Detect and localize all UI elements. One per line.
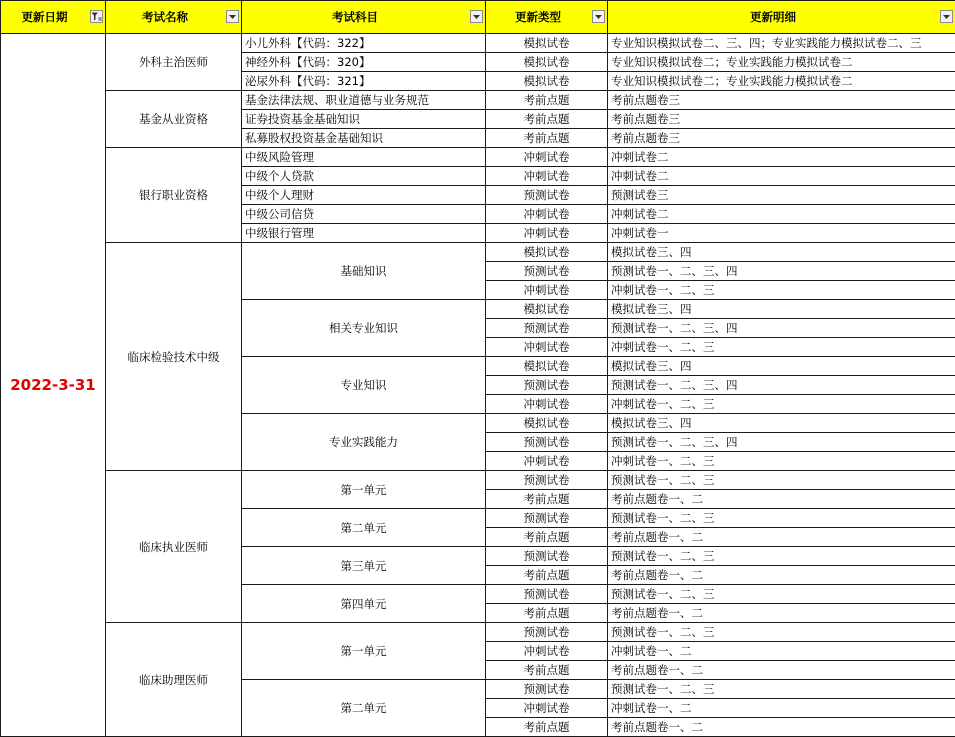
update-detail-cell[interactable]: 考前点题卷三 [608, 110, 955, 129]
update-detail-cell[interactable]: 考前点题卷一、二 [608, 490, 955, 509]
update-type-cell[interactable]: 考前点题 [486, 566, 608, 585]
update-type-cell[interactable]: 预测试卷 [486, 547, 608, 566]
exam-name-cell[interactable]: 临床助理医师 [106, 623, 242, 737]
update-detail-cell[interactable]: 专业知识模拟试卷二；专业实践能力模拟试卷二 [608, 53, 955, 72]
exam-subject-cell[interactable]: 证券投资基金基础知识 [242, 110, 486, 129]
update-type-cell[interactable]: 预测试卷 [486, 433, 608, 452]
update-type-cell[interactable]: 模拟试卷 [486, 414, 608, 433]
dropdown-arrow-icon[interactable] [226, 10, 239, 23]
update-detail-cell[interactable]: 冲刺试卷二 [608, 148, 955, 167]
update-type-cell[interactable]: 冲刺试卷 [486, 281, 608, 300]
update-detail-cell[interactable]: 冲刺试卷一、二、三 [608, 281, 955, 300]
update-detail-cell[interactable]: 冲刺试卷一、二、三 [608, 338, 955, 357]
update-type-cell[interactable]: 预测试卷 [486, 376, 608, 395]
update-type-cell[interactable]: 考前点题 [486, 91, 608, 110]
update-type-cell[interactable]: 模拟试卷 [486, 243, 608, 262]
update-type-cell[interactable]: 模拟试卷 [486, 34, 608, 53]
update-detail-cell[interactable]: 专业知识模拟试卷二；专业实践能力模拟试卷二 [608, 72, 955, 91]
update-type-cell[interactable]: 冲刺试卷 [486, 395, 608, 414]
update-detail-cell[interactable]: 冲刺试卷一 [608, 224, 955, 243]
exam-subject-cell[interactable]: 基金法律法规、职业道德与业务规范 [242, 91, 486, 110]
exam-subject-cell[interactable]: 私募股权投资基金基础知识 [242, 129, 486, 148]
update-type-cell[interactable]: 预测试卷 [486, 585, 608, 604]
update-type-cell[interactable]: 模拟试卷 [486, 53, 608, 72]
dropdown-arrow-icon[interactable] [592, 10, 605, 23]
table-row [1, 623, 955, 642]
table-row [1, 471, 955, 490]
update-type-cell[interactable]: 模拟试卷 [486, 357, 608, 376]
update-type-cell[interactable]: 考前点题 [486, 604, 608, 623]
exam-subject-cell[interactable]: 神经外科【代码：320】 [242, 53, 486, 72]
update-type-cell[interactable]: 冲刺试卷 [486, 167, 608, 186]
update-detail-cell[interactable]: 预测试卷一、二、三 [608, 680, 955, 699]
header-label: 考试科目 [332, 10, 378, 24]
table-row [1, 148, 955, 167]
update-detail-cell[interactable]: 预测试卷一、二、三、四 [608, 262, 955, 281]
exam-subject-cell[interactable]: 中级银行管理 [242, 224, 486, 243]
update-type-cell[interactable]: 冲刺试卷 [486, 338, 608, 357]
exam-subject-cell[interactable]: 中级风险管理 [242, 148, 486, 167]
dropdown-arrow-icon[interactable] [940, 10, 953, 23]
update-detail-cell[interactable]: 预测试卷一、二、三、四 [608, 376, 955, 395]
update-detail-cell[interactable]: 模拟试卷三、四 [608, 414, 955, 433]
exam-name-cell[interactable]: 临床检验技术中级 [106, 243, 242, 471]
filter-active-icon[interactable] [90, 10, 103, 23]
update-type-cell[interactable]: 冲刺试卷 [486, 205, 608, 224]
update-detail-cell[interactable]: 冲刺试卷一、二 [608, 642, 955, 661]
header-label: 更新明细 [750, 10, 796, 24]
exam-subject-cell[interactable]: 第一单元 [242, 471, 486, 509]
exam-subject-cell[interactable]: 第一单元 [242, 623, 486, 680]
update-type-cell[interactable]: 模拟试卷 [486, 72, 608, 91]
update-detail-cell[interactable]: 模拟试卷三、四 [608, 357, 955, 376]
update-type-cell[interactable]: 冲刺试卷 [486, 699, 608, 718]
update-detail-cell[interactable]: 考前点题卷一、二 [608, 604, 955, 623]
update-detail-cell[interactable]: 考前点题卷一、二 [608, 528, 955, 547]
table-row [1, 243, 955, 262]
update-type-cell[interactable]: 预测试卷 [486, 623, 608, 642]
update-detail-cell[interactable]: 模拟试卷三、四 [608, 243, 955, 262]
update-detail-cell[interactable]: 冲刺试卷二 [608, 167, 955, 186]
exam-subject-cell[interactable]: 中级个人理财 [242, 186, 486, 205]
table-row [1, 91, 955, 110]
update-type-cell[interactable]: 预测试卷 [486, 471, 608, 490]
exam-subject-cell[interactable]: 第二单元 [242, 680, 486, 737]
update-detail-cell[interactable]: 冲刺试卷一、二 [608, 699, 955, 718]
update-detail-cell[interactable]: 预测试卷一、二、三 [608, 471, 955, 490]
update-type-cell[interactable]: 考前点题 [486, 490, 608, 509]
update-type-cell[interactable]: 考前点题 [486, 110, 608, 129]
update-detail-cell[interactable]: 预测试卷一、二、三 [608, 623, 955, 642]
header-label: 更新日期 [21, 10, 68, 24]
header-label: 考试名称 [142, 10, 188, 24]
exam-subject-cell[interactable]: 第四单元 [242, 585, 486, 623]
update-type-cell[interactable]: 考前点题 [486, 129, 608, 148]
header-exam-subject[interactable] [242, 1, 486, 34]
update-detail-cell[interactable]: 考前点题卷三 [608, 91, 955, 110]
header-label: 更新类型 [515, 10, 561, 24]
update-type-cell[interactable]: 考前点题 [486, 661, 608, 680]
header-update-detail[interactable] [608, 1, 955, 34]
update-detail-cell[interactable]: 预测试卷一、二、三 [608, 585, 955, 604]
update-detail-cell[interactable]: 专业知识模拟试卷二、三、四；专业实践能力模拟试卷二、三 [608, 34, 955, 53]
exam-subject-cell[interactable]: 基础知识 [242, 243, 486, 300]
exam-subject-cell[interactable]: 泌尿外科【代码：321】 [242, 72, 486, 91]
update-detail-cell[interactable]: 冲刺试卷一、二、三 [608, 452, 955, 471]
exam-subject-cell[interactable]: 相关专业知识 [242, 300, 486, 357]
exam-subject-cell[interactable]: 专业实践能力 [242, 414, 486, 471]
table-header [1, 1, 955, 34]
update-type-cell[interactable]: 考前点题 [486, 718, 608, 737]
exam-subject-cell[interactable]: 小儿外科【代码：322】 [242, 34, 486, 53]
update-detail-cell[interactable]: 模拟试卷三、四 [608, 300, 955, 319]
table-row [1, 34, 955, 53]
update-detail-cell[interactable]: 预测试卷一、二、三、四 [608, 433, 955, 452]
header-exam-name[interactable] [106, 1, 242, 34]
update-type-cell[interactable]: 模拟试卷 [486, 300, 608, 319]
update-type-cell[interactable]: 预测试卷 [486, 509, 608, 528]
update-type-cell[interactable]: 预测试卷 [486, 186, 608, 205]
update-type-cell[interactable]: 冲刺试卷 [486, 642, 608, 661]
exam-subject-cell[interactable]: 中级公司信贷 [242, 205, 486, 224]
exam-name-cell[interactable]: 临床执业医师 [106, 471, 242, 623]
update-detail-cell[interactable]: 考前点题卷一、二 [608, 566, 955, 585]
update-detail-cell[interactable]: 预测试卷一、二、三、四 [608, 319, 955, 338]
exam-subject-cell[interactable]: 中级个人贷款 [242, 167, 486, 186]
update-type-cell[interactable]: 冲刺试卷 [486, 224, 608, 243]
update-type-cell[interactable]: 冲刺试卷 [486, 452, 608, 471]
update-type-cell[interactable]: 考前点题 [486, 528, 608, 547]
exam-subject-cell[interactable]: 专业知识 [242, 357, 486, 414]
update-type-cell[interactable]: 预测试卷 [486, 319, 608, 338]
update-detail-cell[interactable]: 预测试卷三 [608, 186, 955, 205]
update-detail-cell[interactable]: 预测试卷一、二、三 [608, 509, 955, 528]
exam-name-cell[interactable]: 基金从业资格 [106, 91, 242, 148]
exam-subject-cell[interactable]: 第三单元 [242, 547, 486, 585]
update-detail-cell[interactable]: 冲刺试卷二 [608, 205, 955, 224]
header-update-date[interactable] [1, 1, 106, 34]
dropdown-arrow-icon[interactable] [470, 10, 483, 23]
update-detail-cell[interactable]: 考前点题卷一、二 [608, 718, 955, 737]
exam-name-cell[interactable]: 银行职业资格 [106, 148, 242, 243]
update-type-cell[interactable]: 冲刺试卷 [486, 148, 608, 167]
update-detail-cell[interactable]: 考前点题卷一、二 [608, 661, 955, 680]
exam-subject-cell[interactable]: 第二单元 [242, 509, 486, 547]
exam-name-cell[interactable]: 外科主治医师 [106, 34, 242, 91]
table-body [1, 34, 955, 737]
update-detail-cell[interactable]: 冲刺试卷一、二、三 [608, 395, 955, 414]
update-detail-cell[interactable]: 考前点题卷三 [608, 129, 955, 148]
update-date-cell[interactable]: 2022-3-31 [1, 34, 106, 737]
update-detail-cell[interactable]: 预测试卷一、二、三 [608, 547, 955, 566]
header-update-type[interactable] [486, 1, 608, 34]
update-type-cell[interactable]: 预测试卷 [486, 262, 608, 281]
update-type-cell[interactable]: 预测试卷 [486, 680, 608, 699]
